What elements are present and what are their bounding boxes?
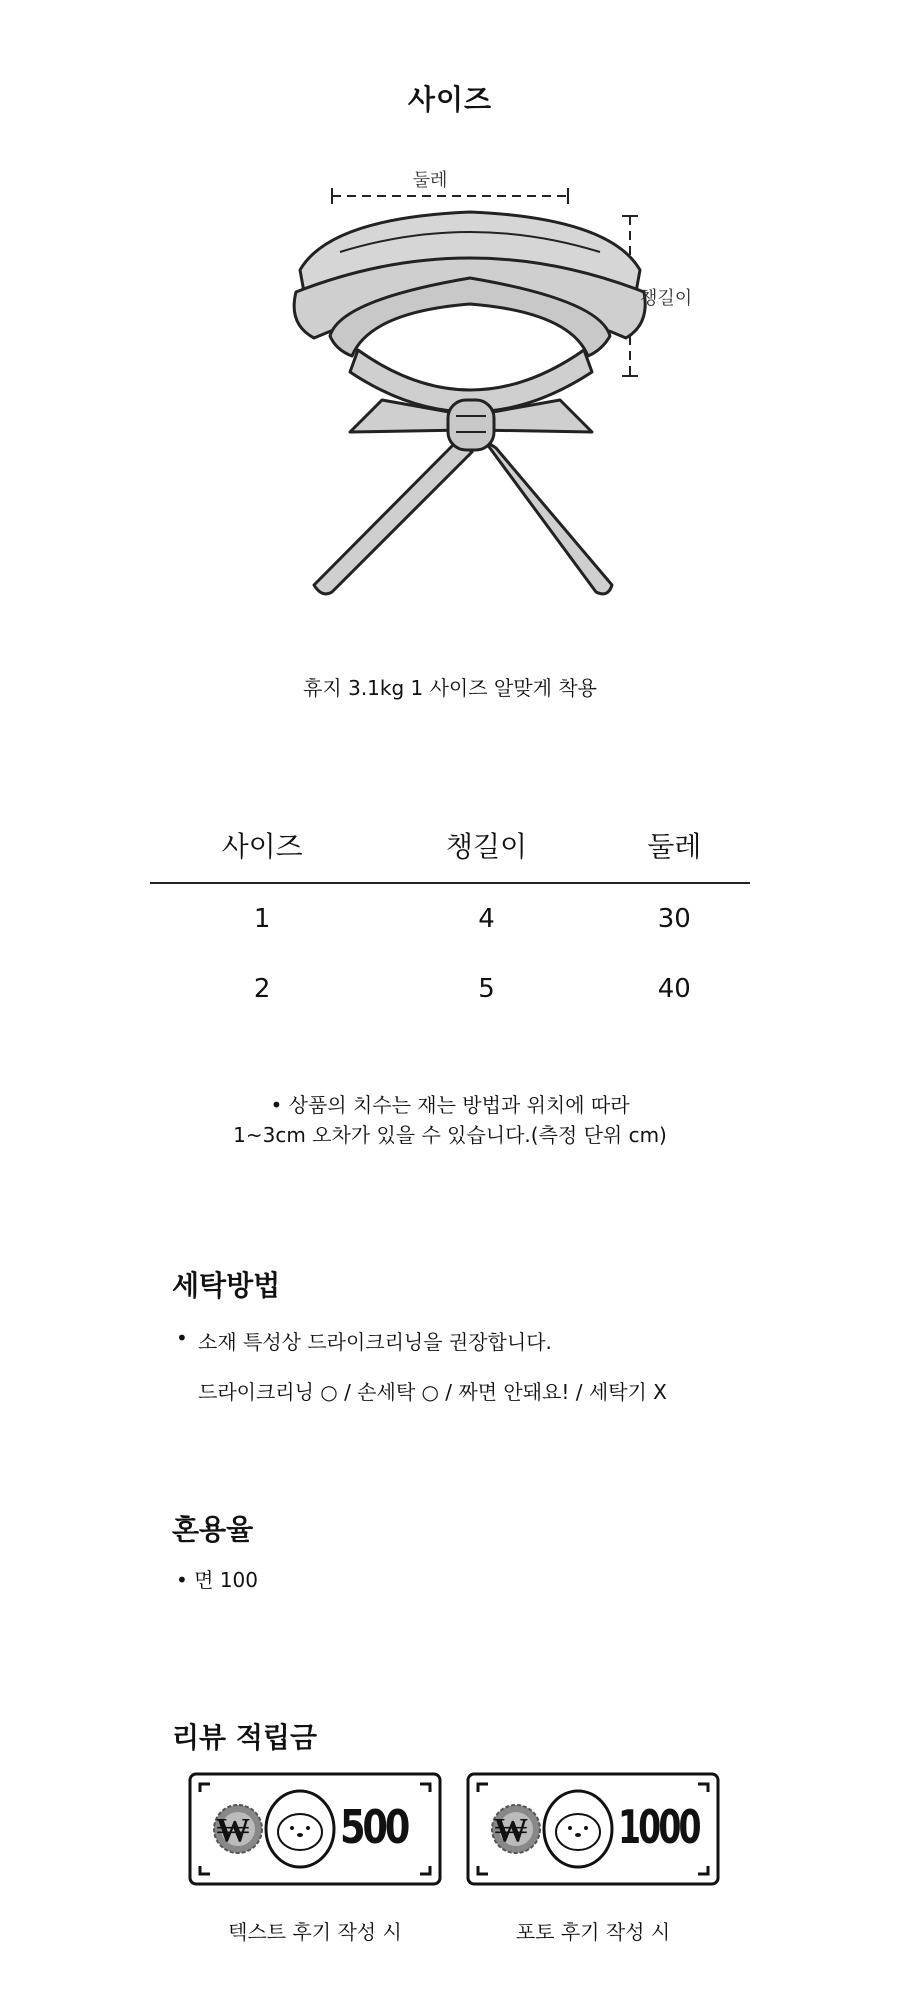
table-cell: 30 — [657, 904, 691, 934]
table-row — [150, 883, 750, 954]
washing-bullet: • — [176, 1326, 188, 1350]
puppy-face-icon — [544, 1791, 612, 1867]
table-cell: 2 — [253, 974, 271, 1004]
table-row — [150, 954, 750, 1024]
washing-line-2: 드라이크리닝 ○ / 손세탁 ○ / 짜면 안돼요! / 세탁기 X — [198, 1380, 667, 1404]
review-title: 리뷰 적립금 — [172, 1721, 317, 1754]
puppy-face-icon — [266, 1791, 334, 1867]
coupon-500 — [188, 1772, 442, 1886]
material-title: 혼용율 — [172, 1513, 254, 1546]
fit-note: 휴지 3.1kg 1 사이즈 알맞게 착용 — [303, 676, 597, 700]
column-header-size: 사이즈 — [150, 808, 374, 883]
table-cell: 4 — [478, 904, 495, 934]
won-icon: ₩ — [494, 1810, 528, 1850]
coupon-caption: 텍스트 후기 작성 시 — [228, 1920, 402, 1944]
column-header-brim-length: 챙길이 — [374, 808, 598, 883]
washing-title: 세탁방법 — [172, 1269, 281, 1302]
coupon-caption: 포토 후기 작성 시 — [515, 1920, 671, 1944]
coupon-1000 — [466, 1772, 720, 1886]
brim-length-label: 챙길이 — [640, 288, 693, 309]
table-cell: 1 — [253, 904, 271, 934]
hat-diagram — [270, 160, 693, 620]
coupon-amount: 1000 — [618, 1800, 699, 1854]
hat-illustration — [270, 160, 693, 620]
size-title: 사이즈 — [407, 83, 493, 116]
measurement-note-line-1: • 상품의 치수는 재는 방법과 위치에 따라 — [270, 1093, 630, 1117]
material-line: • 면 100 — [176, 1568, 259, 1592]
table-cell: 40 — [657, 974, 691, 1004]
washing-line-1: 소재 특성상 드라이크리닝을 권장합니다. — [198, 1330, 552, 1354]
measurement-note — [0, 1090, 900, 1150]
table-header-row — [150, 808, 750, 883]
column-header-circumference: 둘레 — [599, 808, 750, 883]
size-table — [150, 808, 750, 1024]
circumference-label: 둘레 — [412, 170, 448, 191]
coupon-amount: 500 — [340, 1800, 408, 1854]
won-icon: ₩ — [216, 1810, 250, 1850]
measurement-note-line-2: 1~3cm 오차가 있을 수 있습니다.(측정 단위 cm) — [233, 1123, 667, 1147]
table-cell: 5 — [478, 974, 495, 1004]
